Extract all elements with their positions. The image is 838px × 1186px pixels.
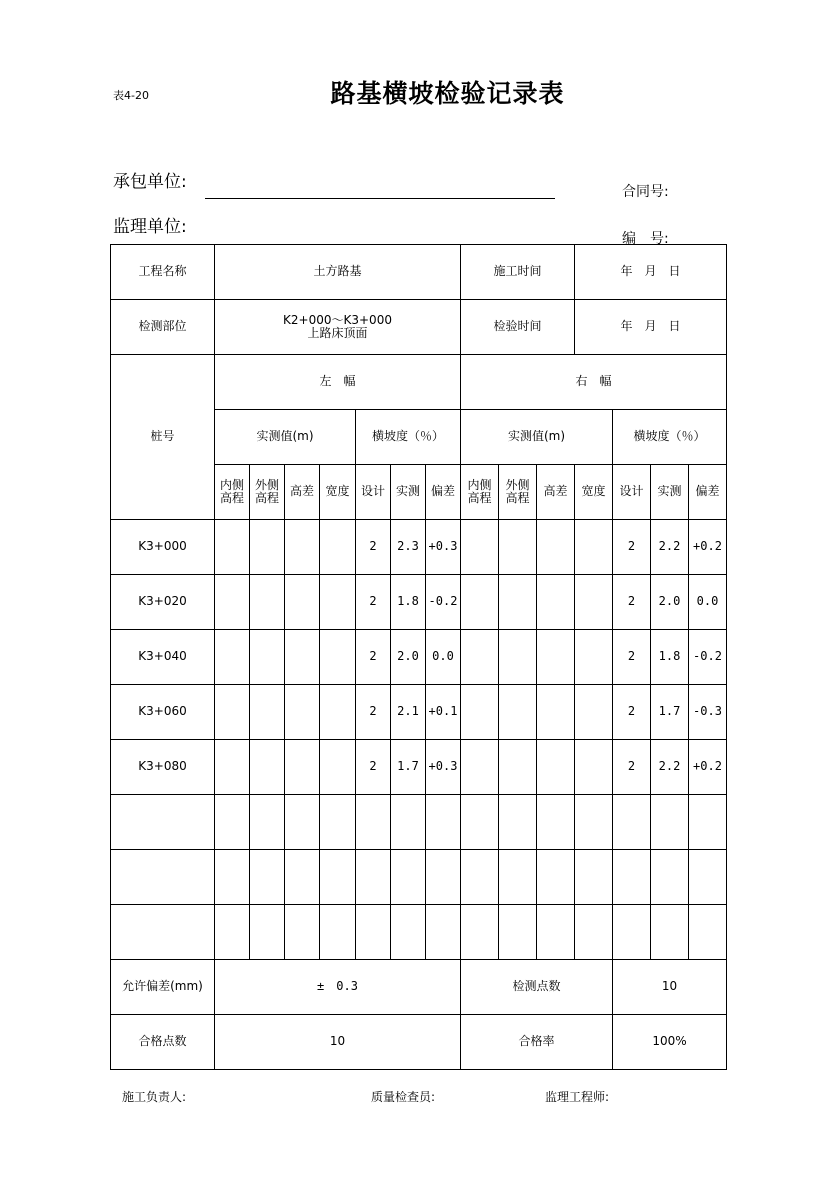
supervising-engineer-signature: 监理工程师: bbox=[545, 1090, 610, 1104]
station-cell: K3+000 bbox=[111, 520, 215, 575]
left-deviation-cell: +0.1 bbox=[426, 685, 461, 740]
tolerance-value: ± 0.3 bbox=[215, 960, 461, 1015]
table-row-empty bbox=[111, 850, 727, 905]
table-row bbox=[111, 575, 727, 630]
station-cell: K3+040 bbox=[111, 630, 215, 685]
construction-lead-signature: 施工负责人: bbox=[122, 1090, 187, 1104]
supervisor-label: 监理单位: bbox=[113, 217, 187, 237]
pass-rate-label: 合格率 bbox=[461, 1015, 613, 1070]
right-deviation-cell: +0.2 bbox=[689, 520, 727, 575]
table-row bbox=[111, 630, 727, 685]
right-design-cell: 2 bbox=[613, 685, 651, 740]
right-actual-cell: 1.8 bbox=[651, 630, 689, 685]
construction-time-label: 施工时间 bbox=[461, 245, 575, 300]
tolerance-label: 允许偏差(mm) bbox=[111, 960, 215, 1015]
right-actual-cell: 1.7 bbox=[651, 685, 689, 740]
left-actual-cell: 1.8 bbox=[391, 575, 426, 630]
table-row bbox=[111, 520, 727, 575]
station-header: 桩号 bbox=[111, 355, 215, 520]
left-design-cell: 2 bbox=[356, 685, 391, 740]
left-outer-elev-header: 外侧 高程 bbox=[250, 465, 285, 520]
table-row-empty bbox=[111, 795, 727, 850]
quality-inspector-signature: 质量检查员: bbox=[371, 1090, 436, 1104]
points-label: 检测点数 bbox=[461, 960, 613, 1015]
project-name-label: 工程名称 bbox=[111, 245, 215, 300]
left-actual-header: 实测 bbox=[391, 465, 426, 520]
right-actual-cell: 2.2 bbox=[651, 520, 689, 575]
left-design-cell: 2 bbox=[356, 740, 391, 795]
contractor-label: 承包单位: bbox=[113, 172, 187, 192]
left-deviation-cell: 0.0 bbox=[426, 630, 461, 685]
right-width-col-header: 宽度 bbox=[575, 465, 613, 520]
left-actual-cell: 2.1 bbox=[391, 685, 426, 740]
location-line-2: 上路床顶面 bbox=[307, 326, 368, 340]
right-deviation-cell: -0.2 bbox=[689, 630, 727, 685]
location-value bbox=[215, 300, 461, 355]
table-row bbox=[111, 685, 727, 740]
left-height-diff-header: 高差 bbox=[285, 465, 320, 520]
right-actual-cell: 2.2 bbox=[651, 740, 689, 795]
right-width-header: 右 幅 bbox=[461, 355, 727, 410]
left-design-cell: 2 bbox=[356, 575, 391, 630]
left-measured-header: 实测值(m) bbox=[215, 410, 356, 465]
right-design-header: 设计 bbox=[613, 465, 651, 520]
left-actual-cell: 1.7 bbox=[391, 740, 426, 795]
inspection-time-label: 检验时间 bbox=[461, 300, 575, 355]
points-value: 10 bbox=[613, 960, 727, 1015]
table-row-empty bbox=[111, 905, 727, 960]
serial-number-label: 编 号: bbox=[622, 231, 669, 247]
contract-number-label: 合同号: bbox=[622, 184, 669, 200]
right-measured-header: 实测值(m) bbox=[461, 410, 613, 465]
right-deviation-header: 偏差 bbox=[689, 465, 727, 520]
right-design-cell: 2 bbox=[613, 520, 651, 575]
left-design-cell: 2 bbox=[356, 630, 391, 685]
form-number: 表4-20 bbox=[113, 89, 149, 102]
left-deviation-cell: +0.3 bbox=[426, 740, 461, 795]
left-actual-cell: 2.3 bbox=[391, 520, 426, 575]
left-design-cell: 2 bbox=[356, 520, 391, 575]
left-inner-elev-header: 内侧 高程 bbox=[215, 465, 250, 520]
right-actual-cell: 2.0 bbox=[651, 575, 689, 630]
pass-rate-value: 100% bbox=[613, 1015, 727, 1070]
right-deviation-cell: -0.3 bbox=[689, 685, 727, 740]
right-deviation-cell: +0.2 bbox=[689, 740, 727, 795]
project-name-value: 土方路基 bbox=[215, 245, 461, 300]
construction-time-value: 年 月 日 bbox=[575, 245, 727, 300]
inspection-time-value: 年 月 日 bbox=[575, 300, 727, 355]
page-title: 路基横坡检验记录表 bbox=[330, 79, 565, 108]
right-inner-elev-header: 内侧 高程 bbox=[461, 465, 499, 520]
left-width-header: 左 幅 bbox=[215, 355, 461, 410]
left-deviation-cell: -0.2 bbox=[426, 575, 461, 630]
right-design-cell: 2 bbox=[613, 630, 651, 685]
location-label: 检测部位 bbox=[111, 300, 215, 355]
left-design-header: 设计 bbox=[356, 465, 391, 520]
station-cell: K3+080 bbox=[111, 740, 215, 795]
table-row bbox=[111, 740, 727, 795]
left-width-col-header: 宽度 bbox=[320, 465, 356, 520]
right-actual-header: 实测 bbox=[651, 465, 689, 520]
right-slope-header: 横坡度（％） bbox=[613, 410, 727, 465]
location-line-1: K2+000～K3+000 bbox=[283, 312, 392, 327]
contractor-underline bbox=[205, 198, 555, 199]
inspection-table bbox=[110, 244, 727, 1070]
left-actual-cell: 2.0 bbox=[391, 630, 426, 685]
right-outer-elev-header: 外侧 高程 bbox=[499, 465, 537, 520]
right-deviation-cell: 0.0 bbox=[689, 575, 727, 630]
left-deviation-cell: +0.3 bbox=[426, 520, 461, 575]
pass-points-value: 10 bbox=[215, 1015, 461, 1070]
pass-points-label: 合格点数 bbox=[111, 1015, 215, 1070]
left-deviation-header: 偏差 bbox=[426, 465, 461, 520]
station-cell: K3+020 bbox=[111, 575, 215, 630]
left-slope-header: 横坡度（％） bbox=[356, 410, 461, 465]
right-height-diff-header: 高差 bbox=[537, 465, 575, 520]
right-design-cell: 2 bbox=[613, 575, 651, 630]
right-design-cell: 2 bbox=[613, 740, 651, 795]
station-cell: K3+060 bbox=[111, 685, 215, 740]
